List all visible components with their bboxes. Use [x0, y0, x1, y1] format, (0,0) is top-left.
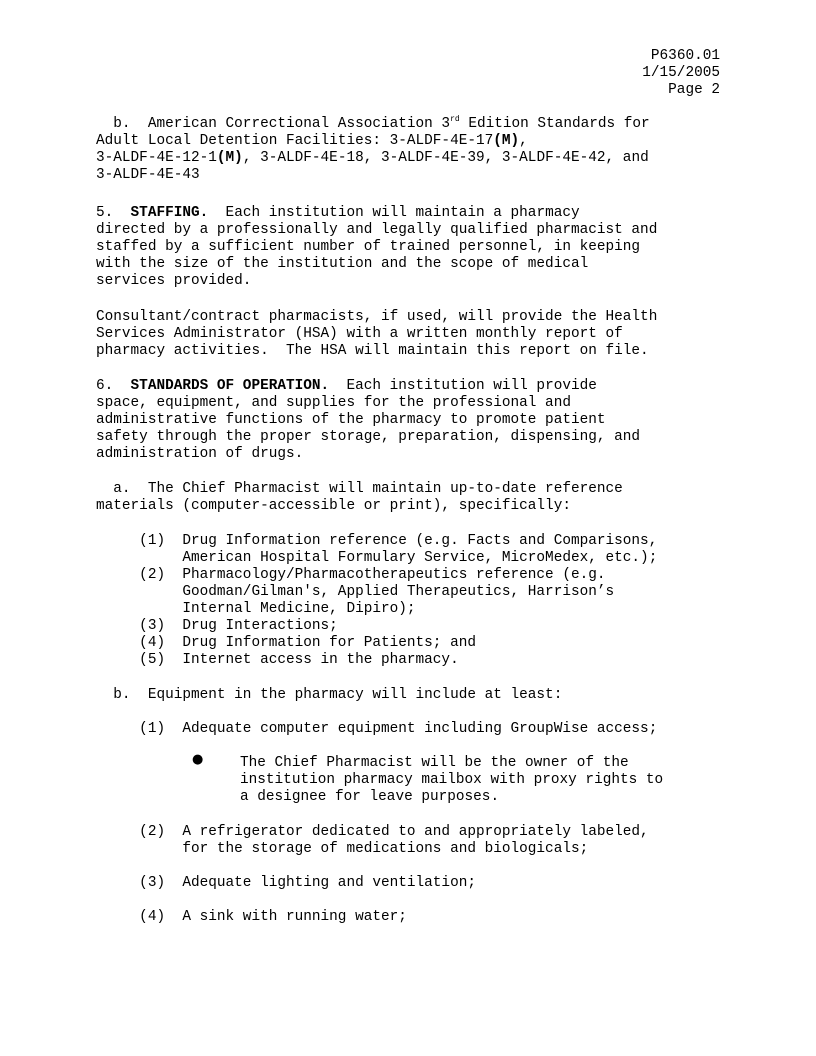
bullet-text-line: The Chief Pharmacist will be the owner of the: [240, 755, 629, 771]
aca-mandatory-marker: (M): [216, 150, 243, 166]
reference-list-item: (5) Internet access in the pharmacy.: [96, 652, 459, 668]
staffing-line-1: [96, 205, 580, 222]
consultant-line-2: Services Administrator (HSA) with a written monthly report of: [96, 326, 623, 342]
aca-line-3: [96, 150, 649, 167]
aca-line-1: [96, 116, 650, 133]
reference-list-item: (1) Drug Information reference (e.g. Facts and Comparisons,: [96, 533, 658, 549]
document-number: P6360.01: [650, 48, 720, 64]
staffing-line-1-text: Each institution will maintain a pharmacy: [208, 205, 580, 221]
standards-line-3: administrative functions of the pharmacy to promote patient: [96, 412, 606, 428]
standards-line-1: [96, 378, 597, 395]
subsection-a-line-1: a. The Chief Pharmacist will maintain up-to-date reference: [96, 481, 623, 497]
aca-line-1-text: b. American Correctional Association 3: [96, 116, 451, 132]
section-number: 6.: [96, 378, 131, 394]
reference-list-item: (2) Pharmacology/Pharmacotherapeutics reference (e.g.: [96, 567, 606, 583]
reference-list-item: (4) Drug Information for Patients; and: [96, 635, 476, 651]
equipment-item-3: (3) Adequate lighting and ventilation;: [96, 875, 476, 891]
section-heading-standards: STANDARDS OF OPERATION.: [130, 378, 330, 394]
document-date: 1/15/2005: [642, 65, 720, 81]
section-heading-staffing: STAFFING.: [130, 205, 209, 221]
equipment-item-2-line-2: for the storage of medications and biologicals;: [96, 841, 589, 857]
subsection-b-line-1: b. Equipment in the pharmacy will include at least:: [96, 687, 563, 703]
equipment-item-1: (1) Adequate computer equipment including GroupWise access;: [96, 721, 658, 737]
aca-line-3-rest: , 3-ALDF-4E-18, 3-ALDF-4E-39, 3-ALDF-4E-42, and: [242, 150, 649, 166]
aca-line-1-rest: Edition Standards for: [459, 116, 650, 132]
section-number: 5.: [96, 205, 131, 221]
aca-ordinal-suffix: rd: [450, 115, 460, 124]
reference-list-item: American Hospital Formulary Service, MicroMedex, etc.);: [96, 550, 658, 566]
reference-list-item: Goodman/Gilman's, Applied Therapeutics, Harrison’s: [96, 584, 615, 600]
bullet-text-line: institution pharmacy mailbox with proxy rights to: [240, 772, 664, 788]
bullet-icon: ●: [192, 752, 204, 767]
aca-line-2-rest: ,: [519, 133, 528, 149]
equipment-item-4: (4) A sink with running water;: [96, 909, 407, 925]
staffing-line-2: directed by a professionally and legally qualified pharmacist and: [96, 222, 658, 238]
aca-mandatory-marker: (M): [493, 133, 520, 149]
reference-list-item: (3) Drug Interactions;: [96, 618, 338, 634]
aca-line-2-text: Adult Local Detention Facilities: 3-ALDF-4E-17: [96, 133, 494, 149]
aca-line-3-text: 3-ALDF-4E-12-1: [96, 150, 217, 166]
standards-line-4: safety through the proper storage, preparation, dispensing, and: [96, 429, 641, 445]
subsection-a-line-2: materials (computer-accessible or print), specifically:: [96, 498, 571, 514]
equipment-item-2-line-1: (2) A refrigerator dedicated to and appropriately labeled,: [96, 824, 649, 840]
reference-list-item: Internal Medicine, Dipiro);: [96, 601, 416, 617]
staffing-line-4: with the size of the institution and the scope of medical: [96, 256, 589, 272]
aca-line-4: 3-ALDF-4E-43: [96, 167, 200, 183]
page-number: Page 2: [668, 82, 720, 98]
standards-line-1-text: Each institution will provide: [329, 378, 597, 394]
bullet-text-line: a designee for leave purposes.: [240, 789, 500, 805]
staffing-line-5: services provided.: [96, 273, 252, 289]
standards-line-5: administration of drugs.: [96, 446, 304, 462]
consultant-line-3: pharmacy activities. The HSA will maintain this report on file.: [96, 343, 649, 359]
standards-line-2: space, equipment, and supplies for the professional and: [96, 395, 571, 411]
consultant-line-1: Consultant/contract pharmacists, if used, will provide the Health: [96, 309, 658, 325]
aca-line-2: [96, 133, 528, 150]
staffing-line-3: staffed by a sufficient number of trained personnel, in keeping: [96, 239, 641, 255]
